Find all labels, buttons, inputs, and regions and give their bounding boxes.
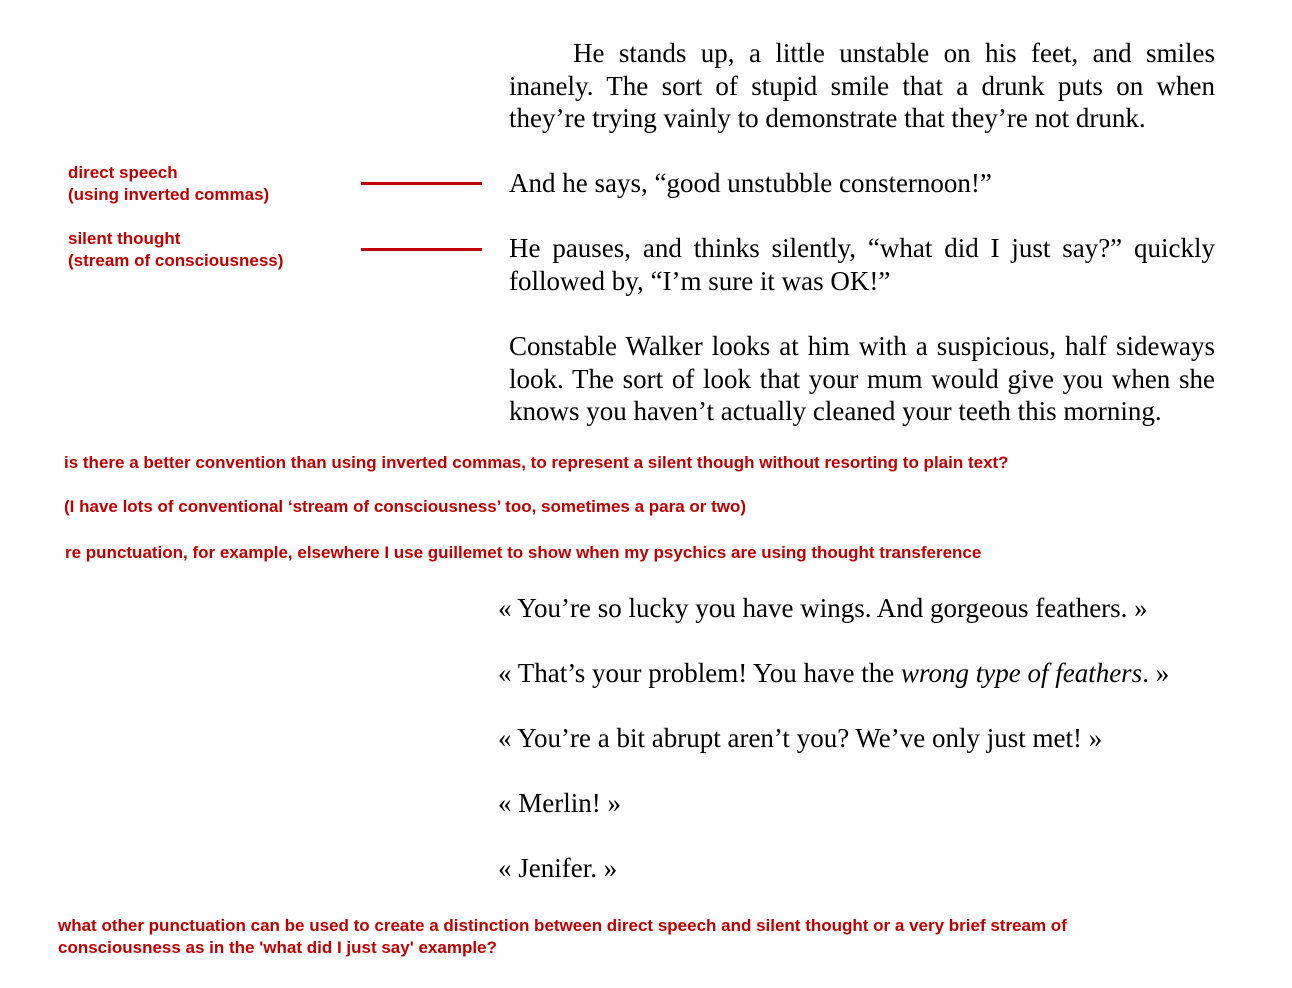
question-inverted-commas: is there a better convention than using inverted commas, to represent a silent though without resorting to plain text?	[64, 453, 1009, 472]
story-paragraph-2: And he says, “good unstubble consternoon!”	[509, 168, 992, 198]
guillemet-line-4: « Merlin! »	[498, 788, 621, 818]
silent-thought-sublabel: (stream of consciousness)	[68, 251, 284, 270]
story-paragraph-1: He stands up, a little unstable on his feet, and smiles inanely. The sort of stupid smile that a drunk puts on when they’re trying vainly to demonstrate that they’re not drunk.	[509, 38, 1215, 134]
guillemet-line-5: « Jenifer. »	[498, 853, 618, 883]
silent-thought-pointer-line	[361, 248, 482, 251]
guillemet-line-1: « You’re so lucky you have wings. And gorgeous feathers. »	[498, 593, 1148, 623]
question-stream-of-consciousness: (I have lots of conventional ‘stream of consciousness’ too, sometimes a para or two)	[64, 497, 747, 516]
guillemet-line-2-start: « That’s your problem! You have the	[498, 658, 901, 688]
direct-speech-pointer-line	[361, 182, 482, 185]
guillemet-line-3: « You’re a bit abrupt aren’t you? We’ve only just met! »	[498, 723, 1103, 753]
direct-speech-annotation	[68, 162, 269, 206]
direct-speech-sublabel: (using inverted commas)	[68, 185, 270, 204]
final-question	[58, 915, 1067, 959]
question-guillemet: re punctuation, for example, elsewhere I use guillemet to show when my psychics are using thought transference	[65, 543, 982, 562]
final-question-line-2: consciousness as in the 'what did I just say' example?	[58, 938, 497, 957]
story-paragraph-3: He pauses, and thinks silently, “what did I just say?” quickly followed by, “I’m sure it was OK!”	[509, 233, 1215, 296]
direct-speech-label: direct speech	[68, 163, 178, 182]
guillemet-line-2-end: . »	[1142, 658, 1170, 688]
silent-thought-label: silent thought	[68, 229, 181, 248]
guillemet-line-2	[498, 657, 1169, 690]
guillemet-line-2-italic: wrong type of feathers	[900, 658, 1143, 688]
final-question-line-1: what other punctuation can be used to create a distinction between direct speech and silent thought or a very brief stream of	[58, 916, 1067, 935]
silent-thought-annotation	[68, 228, 283, 272]
story-paragraph-4: Constable Walker looks at him with a suspicious, half sideways look. The sort of look that your mum would give you when she knows you haven’t actually cleaned your teeth this morning.	[509, 331, 1215, 427]
